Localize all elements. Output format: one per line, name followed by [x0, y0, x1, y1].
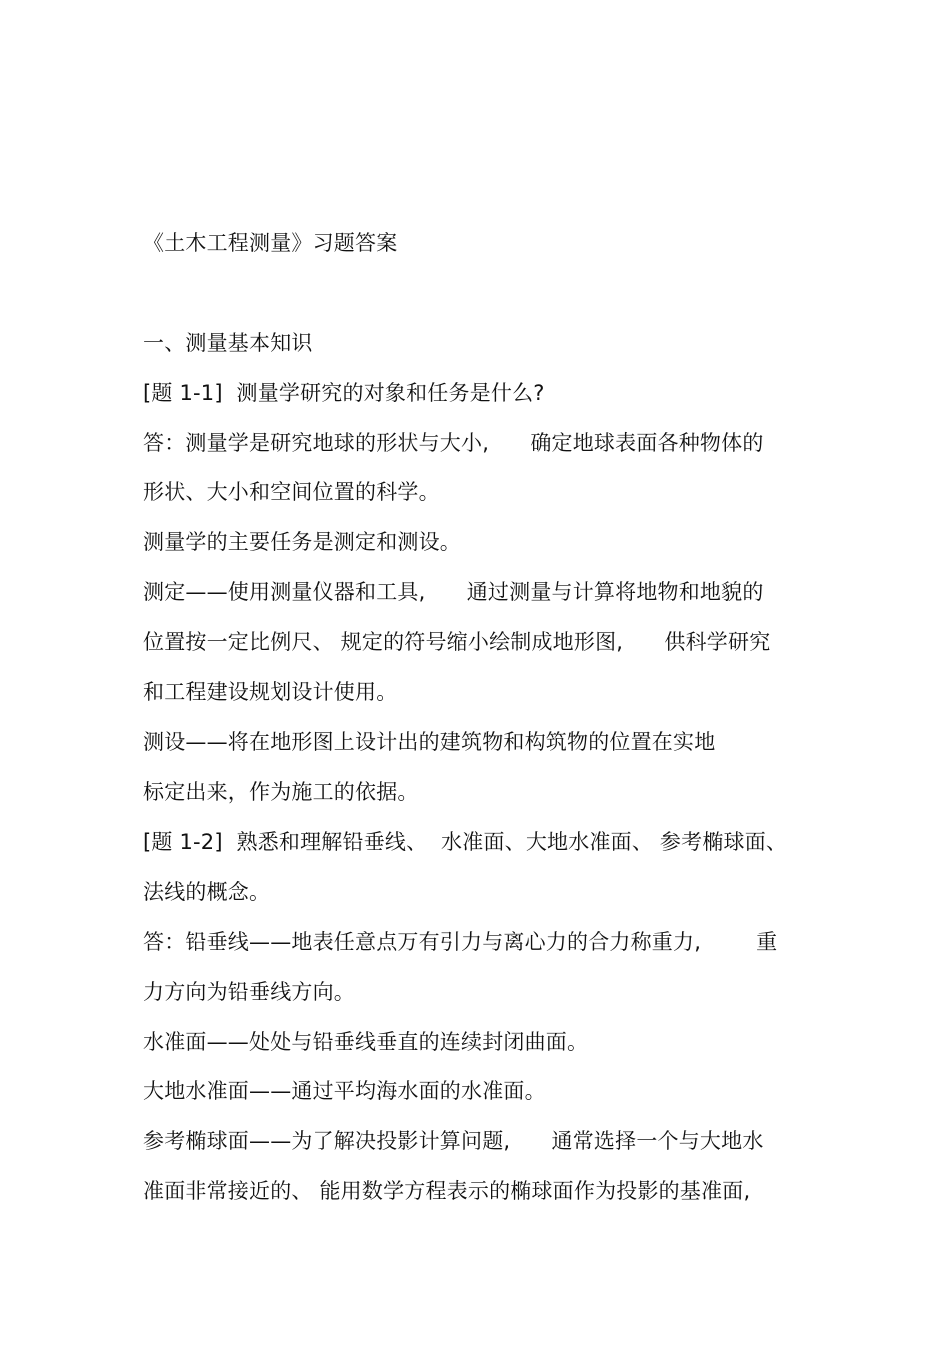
answer-line: 参考椭球面——为了解决投影计算问题, 通常选择一个与大地水	[143, 1129, 764, 1153]
answer-line: 大地水准面——通过平均海水面的水准面。	[143, 1079, 546, 1103]
answer-line: 力方向为铅垂线方向。	[143, 980, 355, 1004]
answer-line: 位置按一定比例尺、 规定的符号缩小绘制成地形图, 供科学研究	[143, 630, 771, 654]
answer-line: 形状、大小和空间位置的科学。	[143, 480, 440, 504]
question-line: 法线的概念。	[143, 880, 271, 904]
answer-line: 测设——将在地形图上设计出的建筑物和构筑物的位置在实地	[143, 730, 716, 754]
answer-line: 答：测量学是研究地球的形状与大小, 确定地球表面各种物体的	[143, 431, 764, 455]
answer-line: 准面非常接近的、 能用数学方程表示的椭球面作为投影的基准面,	[143, 1179, 751, 1203]
answer-line: 标定出来，作为施工的依据。	[143, 780, 419, 804]
question-1-2: [题 1-2] 熟悉和理解铅垂线、 水准面、大地水准面、 参考椭球面、	[143, 830, 788, 854]
answer-line: 答：铅垂线——地表任意点万有引力与离心力的合力称重力, 重	[143, 930, 778, 954]
answer-line: 和工程建设规划设计使用。	[143, 680, 398, 704]
answer-line: 测定——使用测量仪器和工具, 通过测量与计算将地物和地貌的	[143, 580, 764, 604]
answer-line: 水准面——处处与铅垂线垂直的连续封闭曲面。	[143, 1030, 589, 1054]
question-1-1: [题 1-1] 测量学研究的对象和任务是什么?	[143, 381, 545, 405]
document-title: 《土木工程测量》习题答案	[143, 231, 398, 255]
answer-line: 测量学的主要任务是测定和测设。	[143, 530, 461, 554]
section-heading: 一、测量基本知识	[143, 331, 313, 355]
